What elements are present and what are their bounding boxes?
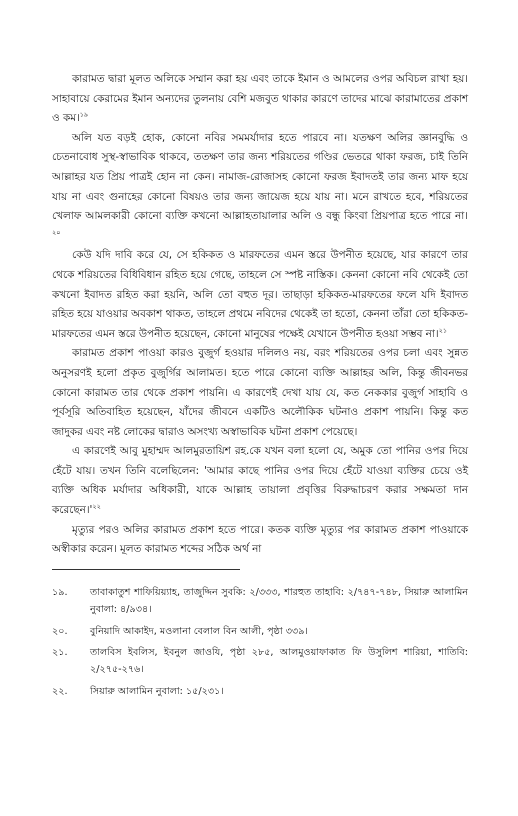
footnote-number: ২২. bbox=[52, 685, 68, 697]
paragraph-3 bbox=[52, 246, 468, 344]
footnote-21 bbox=[52, 644, 468, 679]
footnote-divider bbox=[52, 569, 240, 570]
footnote-number: ২০. bbox=[52, 625, 68, 637]
paragraph-text: অলি যত বড়ই হোক, কোনো নবির সমমর্যাদার হতে পারবে না। যতক্ষণ অলির জ্ঞানবুদ্ধি ও চেতনাবোধ সুস্থ-স্বাভাবিক থাকবে, ততক্ষণ তার জন্য শরিয়তের গণ্ডির ভেতরে থাকা ফরজ, চাই তিনি আল্লাহর যত প্রিয় পাত্রই হোন না কেন। নামাজ-রোজাসহ কোনো ফরজ ইবাদতই তার জন্য মাফ হয়ে যায় না এবং গুনাহের কোনো বিষয়ও তার জন্য জায়েজ হয়ে যায় না। মনে রাখতে হবে, শরিয়তের খেলাফ আমলকারী কোনো ব্যক্তি কখনো আল্লাহতায়ালার অলি ও বন্ধু কিংবা প্রিয়পাত্র হতে পারে না। bbox=[52, 131, 468, 223]
paragraph-1 bbox=[52, 70, 468, 129]
footnote-22 bbox=[52, 683, 468, 700]
paragraph-5 bbox=[52, 442, 468, 520]
paragraph-2 bbox=[52, 129, 468, 247]
footnote-reference: ২১ bbox=[438, 326, 448, 335]
footnote-text: তালবিস ইবলিস, ইবনুল জাওযি, পৃষ্ঠা ২৮৫, আলমুওয়াফাকাত ফি উসুলিশ শারিয়া, শাতিবি: ২/২৭৫-২৭৬। bbox=[90, 647, 468, 676]
paragraph-4 bbox=[52, 344, 468, 442]
paragraph-text: কারামত প্রকাশ পাওয়া কারও বুজুর্গ হওয়ার দলিলও নয়, বরং শরিয়তের ওপর চলা এবং সুন্নত অনুসরণই হলো প্রকৃত বুজুর্গির আলামত। হতে পারে কোনো ব্যক্তি আল্লাহর অলি, কিন্তু জীবনভর কোনো কারামত তার থেকে প্রকাশ পায়নি। এ কারণেই দেখা যায় যে, কত নেককার বুজুর্গ সাহাবি ও পূর্বসূরি অতিবাহিত হয়েছেন, যাঁদের জীবনে একটিও অলৌকিক ঘটনাও প্রকাশ পায়নি। কিন্তু কত জাদুকর এবং নষ্ট লোকের দ্বারাও অসংখ্য অস্বাভাবিক ঘটনা প্রকাশ পেয়েছে। bbox=[52, 347, 468, 438]
footnote-reference: ১৯ bbox=[79, 110, 89, 119]
footnote-number: ২১. bbox=[52, 647, 68, 659]
footnote-reference: ২২ bbox=[92, 502, 101, 511]
footnote-reference: ২০ bbox=[52, 228, 61, 237]
main-text bbox=[52, 70, 468, 560]
paragraph-text: মৃত্যুর পরও অলির কারামত প্রকাশ হতে পারে। কতক ব্যক্তি মৃত্যুর পর কারামত প্রকাশ পাওয়াকে অস্বীকার করেন। মূলত কারামত শব্দের সঠিক অর্থ না bbox=[52, 523, 468, 556]
footnotes bbox=[52, 584, 468, 700]
paragraph-6 bbox=[52, 521, 468, 560]
footnote-text: তাবাকাতুশ শাফিয়িয়্যাহ, তাজুদ্দিন সুবকি: ২/৩৩৩, শারহুত তাহাবি: ২/৭৪৭-৭৪৮, সিয়ারু আলামিন নুবালা: ৪/৯৩৪। bbox=[90, 586, 468, 616]
paragraph-text: এ কারণেই আবু মুহাম্মদ আলমুরতায়িশ রহ.কে যখন বলা হলো যে, অমুক তো পানির ওপর দিয়ে হেঁটে যায়। তখন তিনি বলেছিলেন: 'আমার কাছে পানির ওপর দিয়ে হেঁটে যাওয়া ব্যক্তির চেয়ে ওই ব্যক্তি অধিক মর্যাদার অধিকারী, যাকে আল্লাহ তায়ালা প্রবৃত্তির বিরুদ্ধাচরণ করার সক্ষমতা দান করেছেন।' bbox=[52, 445, 468, 517]
footnote-20 bbox=[52, 623, 468, 640]
paragraph-text: কেউ যদি দাবি করে যে, সে হকিকত ও মারফতের এমন স্তরে উপনীত হয়েছে, যার কারণে তার থেকে শরিয়তের বিধিবিধান রহিত হয়ে গেছে, তাহলে সে স্পষ্ট নাস্তিক। কেননা কোনো নবি থেকেই তো কখনো ইবাদত রহিত করা হয়নি, অলি তো বহুত দূর। তাছাড়া হকিকত-মারফতের ফলে যদি ইবাদত রহিত হয়ে যাওয়ার অবকাশ থাকত, তাহলে প্রথমে নবিদের থেকেই তা হতো, কেননা তাঁরা তো হকিকত-মারফতের এমন স্তরে উপনীত হয়েছেন, কোনো মানুষের পক্ষেই যেখানে উপনীত হওয়া সম্ভব না। bbox=[52, 249, 469, 340]
footnote-text: বুনিয়াদি আকাইদ, মওলানা বেলাল বিন আলী, পৃষ্ঠা ৩৩৯। bbox=[90, 625, 308, 637]
footnote-text: সিয়ারু আলামিন নুবালা: ১৫/২৩১। bbox=[90, 685, 224, 697]
footnote-19 bbox=[52, 584, 468, 619]
footnote-number: ১৯. bbox=[52, 586, 68, 598]
paragraph-text: কারামত দ্বারা মূলত অলিকে সম্মান করা হয় এবং তাকে ইমান ও আমলের ওপর অবিচল রাখা হয়। সাহাবায়ে কেরামের ইমান অন্যদের তুলনায় বেশি মজবুত থাকার কারণে তাদের মাঝে কারামাতের প্রকাশ ও কম। bbox=[52, 73, 468, 125]
